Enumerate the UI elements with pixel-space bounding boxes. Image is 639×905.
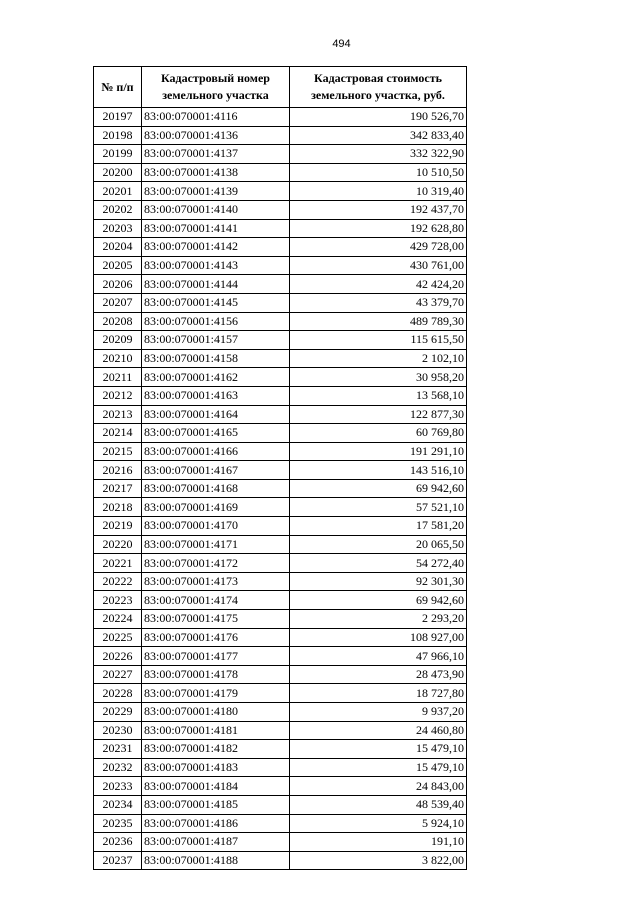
row-number-cell: 20211 [94,368,142,387]
table-row [94,777,467,796]
row-number-cell: 20216 [94,461,142,480]
cadastral-cost-cell: 30 958,20 [290,368,467,387]
cadastral-cost-cell: 108 927,00 [290,628,467,647]
cadastral-cost-cell: 47 966,10 [290,647,467,666]
table-row [94,219,467,238]
cadastral-number-cell: 83:00:070001:4139 [142,182,290,201]
cadastral-cost-cell: 2 102,10 [290,349,467,368]
cadastral-cost-cell: 48 539,40 [290,795,467,814]
header-cadastral-number [142,67,290,108]
row-number-cell: 20215 [94,442,142,461]
cadastral-cost-cell: 13 568,10 [290,386,467,405]
row-number-cell: 20222 [94,572,142,591]
cadastral-number-cell: 83:00:070001:4137 [142,145,290,164]
cadastral-cost-cell: 69 942,60 [290,479,467,498]
table-row [94,405,467,424]
table-body [94,108,467,870]
cadastral-number-cell: 83:00:070001:4174 [142,591,290,610]
cadastral-cost-cell: 9 937,20 [290,703,467,722]
cadastral-number-cell: 83:00:070001:4142 [142,238,290,257]
cadastral-cost-cell: 489 789,30 [290,312,467,331]
row-number-cell: 20218 [94,498,142,517]
cadastral-number-cell: 83:00:070001:4184 [142,777,290,796]
cadastral-number-cell: 83:00:070001:4164 [142,405,290,424]
row-number-cell: 20219 [94,517,142,536]
table-row [94,721,467,740]
cadastral-cost-cell: 10 319,40 [290,182,467,201]
table-row [94,479,467,498]
cadastral-cost-cell: 18 727,80 [290,684,467,703]
cadastral-number-cell: 83:00:070001:4181 [142,721,290,740]
table-row [94,163,467,182]
cadastral-number-cell: 83:00:070001:4175 [142,610,290,629]
row-number-cell: 20207 [94,293,142,312]
cadastral-cost-cell: 3 822,00 [290,851,467,870]
row-number-cell: 20212 [94,386,142,405]
cadastral-number-cell: 83:00:070001:4173 [142,572,290,591]
row-number-cell: 20209 [94,331,142,350]
header-cadastral-cost [290,67,467,108]
cadastral-number-cell: 83:00:070001:4176 [142,628,290,647]
cadastral-number-cell: 83:00:070001:4145 [142,293,290,312]
row-number-cell: 20224 [94,610,142,629]
row-number-cell: 20200 [94,163,142,182]
table-row [94,610,467,629]
table-row [94,554,467,573]
cadastral-number-cell: 83:00:070001:4156 [142,312,290,331]
cadastral-cost-cell: 28 473,90 [290,665,467,684]
cadastral-cost-cell: 190 526,70 [290,108,467,127]
row-number-cell: 20199 [94,145,142,164]
row-number-cell: 20237 [94,851,142,870]
cadastral-number-cell: 83:00:070001:4138 [142,163,290,182]
table-row [94,331,467,350]
header-row-number-label: № п/п [101,79,134,94]
row-number-cell: 20233 [94,777,142,796]
row-number-cell: 20221 [94,554,142,573]
table-row [94,703,467,722]
table-row [94,200,467,219]
row-number-cell: 20231 [94,740,142,759]
row-number-cell: 20205 [94,256,142,275]
table-row [94,293,467,312]
table-row [94,275,467,294]
row-number-cell: 20206 [94,275,142,294]
cadastral-cost-cell: 115 615,50 [290,331,467,350]
table-row [94,349,467,368]
cadastral-cost-cell: 342 833,40 [290,126,467,145]
cadastral-cost-cell: 92 301,30 [290,572,467,591]
cadastral-cost-cell: 42 424,20 [290,275,467,294]
cadastral-cost-cell: 192 628,80 [290,219,467,238]
row-number-cell: 20202 [94,200,142,219]
cadastral-number-cell: 83:00:070001:4157 [142,331,290,350]
cadastral-cost-cell: 17 581,20 [290,517,467,536]
cadastral-number-cell: 83:00:070001:4183 [142,758,290,777]
cadastral-number-cell: 83:00:070001:4172 [142,554,290,573]
row-number-cell: 20217 [94,479,142,498]
cadastral-cost-cell: 24 460,80 [290,721,467,740]
table-row [94,386,467,405]
cadastral-number-cell: 83:00:070001:4188 [142,851,290,870]
cadastral-cost-cell: 43 379,70 [290,293,467,312]
table-row [94,572,467,591]
table-row [94,424,467,443]
table-row [94,684,467,703]
cadastral-cost-cell: 24 843,00 [290,777,467,796]
cadastral-number-cell: 83:00:070001:4182 [142,740,290,759]
table-row [94,238,467,257]
row-number-cell: 20201 [94,182,142,201]
table-row [94,256,467,275]
table-row [94,498,467,517]
row-number-cell: 20225 [94,628,142,647]
cadastral-number-cell: 83:00:070001:4187 [142,833,290,852]
row-number-cell: 20227 [94,665,142,684]
cadastral-number-cell: 83:00:070001:4144 [142,275,290,294]
table-row [94,108,467,127]
cadastral-number-cell: 83:00:070001:4180 [142,703,290,722]
table-header [94,67,467,108]
cadastral-cost-cell: 191,10 [290,833,467,852]
row-number-cell: 20198 [94,126,142,145]
table-row [94,833,467,852]
table-row [94,814,467,833]
cadastral-number-cell: 83:00:070001:4185 [142,795,290,814]
table-row [94,795,467,814]
header-cadastral-line1: Кадастровый номер [161,71,270,85]
cadastral-cost-cell: 20 065,50 [290,535,467,554]
row-number-cell: 20220 [94,535,142,554]
row-number-cell: 20197 [94,108,142,127]
row-number-cell: 20204 [94,238,142,257]
table-row [94,442,467,461]
cadastral-number-cell: 83:00:070001:4177 [142,647,290,666]
cadastral-cost-cell: 191 291,10 [290,442,467,461]
page-number: 494 [332,38,351,50]
cadastral-number-cell: 83:00:070001:4168 [142,479,290,498]
cadastral-number-cell: 83:00:070001:4141 [142,219,290,238]
table-row [94,126,467,145]
cadastral-number-cell: 83:00:070001:4169 [142,498,290,517]
row-number-cell: 20230 [94,721,142,740]
cadastral-cost-cell: 430 761,00 [290,256,467,275]
header-cost-line1: Кадастровая стоимость [314,71,442,85]
cadastral-number-cell: 83:00:070001:4178 [142,665,290,684]
cadastral-number-cell: 83:00:070001:4136 [142,126,290,145]
table-row [94,628,467,647]
row-number-cell: 20214 [94,424,142,443]
table-row [94,312,467,331]
cadastral-cost-cell: 69 942,60 [290,591,467,610]
cadastral-number-cell: 83:00:070001:4162 [142,368,290,387]
row-number-cell: 20236 [94,833,142,852]
table-row [94,461,467,480]
cadastral-cost-cell: 143 516,10 [290,461,467,480]
table-row [94,591,467,610]
table-row [94,145,467,164]
table-row [94,758,467,777]
row-number-cell: 20234 [94,795,142,814]
header-cost-line2: земельного участка, руб. [311,88,445,102]
row-number-cell: 20203 [94,219,142,238]
cadastral-cost-cell: 15 479,10 [290,758,467,777]
header-row-number [94,67,142,108]
row-number-cell: 20232 [94,758,142,777]
cadastral-number-cell: 83:00:070001:4179 [142,684,290,703]
cadastral-number-cell: 83:00:070001:4167 [142,461,290,480]
table-row [94,647,467,666]
row-number-cell: 20228 [94,684,142,703]
cadastral-number-cell: 83:00:070001:4166 [142,442,290,461]
cadastral-number-cell: 83:00:070001:4158 [142,349,290,368]
row-number-cell: 20210 [94,349,142,368]
table-row [94,535,467,554]
table-row [94,740,467,759]
cadastral-number-cell: 83:00:070001:4163 [142,386,290,405]
row-number-cell: 20223 [94,591,142,610]
cadastral-number-cell: 83:00:070001:4116 [142,108,290,127]
header-cadastral-line2: земельного участка [162,88,269,102]
cadastral-number-cell: 83:00:070001:4143 [142,256,290,275]
table-row [94,665,467,684]
table-row [94,182,467,201]
row-number-cell: 20235 [94,814,142,833]
cadastral-cost-cell: 10 510,50 [290,163,467,182]
cadastral-cost-cell: 15 479,10 [290,740,467,759]
table-row [94,368,467,387]
cadastral-cost-cell: 192 437,70 [290,200,467,219]
cadastral-cost-cell: 54 272,40 [290,554,467,573]
row-number-cell: 20213 [94,405,142,424]
cadastral-number-cell: 83:00:070001:4171 [142,535,290,554]
row-number-cell: 20229 [94,703,142,722]
table-row [94,517,467,536]
row-number-cell: 20208 [94,312,142,331]
cadastral-cost-cell: 332 322,90 [290,145,467,164]
cadastral-number-cell: 83:00:070001:4186 [142,814,290,833]
cadastral-number-cell: 83:00:070001:4140 [142,200,290,219]
cadastral-cost-cell: 57 521,10 [290,498,467,517]
cadastral-number-cell: 83:00:070001:4165 [142,424,290,443]
cadastral-cost-cell: 60 769,80 [290,424,467,443]
table-row [94,851,467,870]
cadastral-cost-cell: 122 877,30 [290,405,467,424]
cadastral-cost-cell: 429 728,00 [290,238,467,257]
cadastral-number-cell: 83:00:070001:4170 [142,517,290,536]
land-plot-table [93,66,467,870]
cadastral-cost-cell: 2 293,20 [290,610,467,629]
row-number-cell: 20226 [94,647,142,666]
header-row [94,67,467,108]
cadastral-cost-cell: 5 924,10 [290,814,467,833]
